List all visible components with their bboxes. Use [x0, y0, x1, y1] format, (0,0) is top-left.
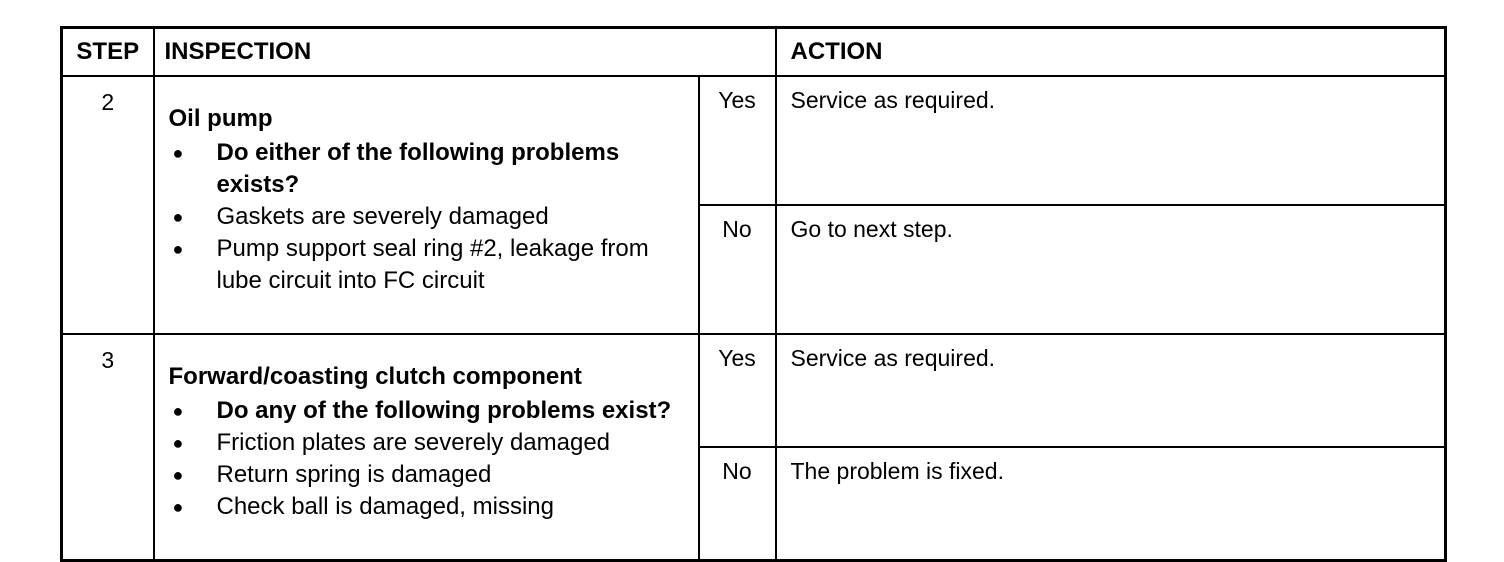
inspection-cell — [154, 76, 699, 334]
bullet-dot-icon: ● — [172, 465, 184, 485]
yes-action: Service as required. — [776, 76, 1446, 205]
inspection-item: Friction plates are severely damaged — [216, 429, 611, 456]
inspection-item: Check ball is damaged, missing — [216, 493, 554, 520]
table-row — [62, 334, 1446, 447]
no-label: No — [699, 205, 776, 334]
inspection-question: Do any of the following problems exist? — [216, 397, 672, 424]
inspection-item: Return spring is damaged — [216, 461, 492, 488]
table-row — [62, 76, 1446, 205]
bullet-dot-icon: ● — [172, 497, 184, 517]
no-action: The problem is fixed. — [776, 447, 1446, 561]
inspection-list — [169, 395, 682, 523]
bullet-dot-icon: ● — [172, 401, 184, 421]
bullet-dot-icon: ● — [172, 207, 184, 227]
no-label: No — [699, 447, 776, 561]
list-item — [169, 427, 682, 459]
diagnostic-table — [60, 26, 1447, 562]
inspection-item: Gaskets are severely damaged — [216, 203, 549, 230]
inspection-question: Do either of the following problems exists? — [216, 139, 620, 198]
list-item — [169, 491, 682, 523]
step-number: 2 — [62, 76, 154, 334]
list-item — [169, 395, 682, 427]
inspection-title: Forward/coasting clutch component — [168, 363, 582, 390]
yes-action: Service as required. — [776, 334, 1446, 447]
diagnostic-page — [60, 26, 1444, 528]
list-item — [169, 233, 682, 297]
header-inspection: INSPECTION — [154, 28, 776, 77]
list-item — [169, 459, 682, 491]
list-item — [169, 137, 682, 201]
inspection-cell — [154, 334, 699, 561]
list-item — [169, 201, 682, 233]
yes-label: Yes — [699, 334, 776, 447]
inspection-item: Pump support seal ring #2, leakage from lube circuit into FC circuit — [216, 235, 649, 294]
header-row — [62, 28, 1446, 77]
header-action: ACTION — [776, 28, 1446, 77]
inspection-list — [169, 137, 682, 297]
bullet-dot-icon: ● — [172, 239, 184, 259]
step-number: 3 — [62, 334, 154, 561]
yes-label: Yes — [699, 76, 776, 205]
bullet-dot-icon: ● — [172, 143, 184, 163]
inspection-title: Oil pump — [168, 105, 273, 132]
no-action: Go to next step. — [776, 205, 1446, 334]
header-step: STEP — [62, 28, 154, 77]
bullet-dot-icon: ● — [172, 433, 184, 453]
